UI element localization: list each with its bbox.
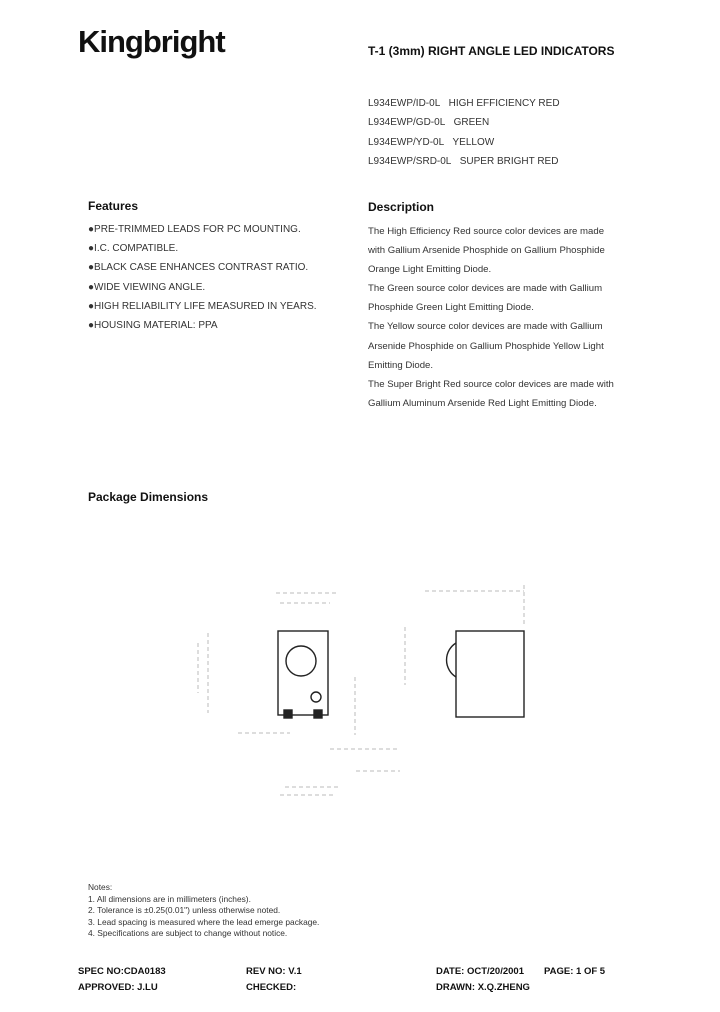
description-line: Arsenide Phosphide on Gallium Phosphide Yellow Light: [368, 340, 604, 352]
part-color: GREEN: [453, 117, 490, 129]
note-item: 3. Lead spacing is measured where the lead emerge package.: [88, 916, 320, 927]
dimension-lines: [198, 585, 524, 795]
lead-right: [314, 710, 322, 718]
led-lens-circle: [286, 646, 316, 676]
approved-by: APPROVED: J.LU: [78, 982, 158, 993]
description-line: Orange Light Emitting Diode.: [368, 264, 492, 276]
part-row: [368, 113, 560, 132]
description-line: with Gallium Arsenide Phosphide on Gallium Phosphide: [368, 245, 605, 257]
description-line: The Yellow source color devices are made with Gallium: [368, 321, 603, 333]
package-dimensions-drawing: [180, 565, 560, 810]
description-line: The Super Bright Red source color devices are made with: [368, 378, 614, 390]
drawn-by: DRAWN: X.Q.ZHENG: [436, 982, 530, 993]
note-item: 4. Specifications are subject to change without notice.: [88, 928, 288, 938]
spec-number: SPEC NO:CDA0183: [78, 966, 166, 977]
feature-item: ●WIDE VIEWING ANGLE.: [88, 281, 206, 293]
lead-left: [284, 710, 292, 718]
part-number: L934EWP/YD-0L: [368, 136, 445, 148]
part-row: [368, 94, 560, 113]
features-heading: Features: [88, 199, 139, 213]
front-view: [278, 631, 328, 718]
notes-block: [88, 882, 319, 940]
description-heading: Description: [368, 200, 435, 214]
notes-heading: Notes:: [88, 882, 113, 892]
feature-item: ●HOUSING MATERIAL: PPA: [88, 320, 218, 332]
document-date: DATE: OCT/20/2001: [436, 966, 524, 977]
led-body-side: [456, 631, 524, 717]
features-list: [88, 220, 317, 335]
part-color: HIGH EFFICIENCY RED: [448, 98, 560, 109]
feature-item: ●I.C. COMPATIBLE.: [88, 243, 179, 255]
feature-item: ●PRE-TRIMMED LEADS FOR PC MOUNTING.: [88, 224, 301, 235]
part-color: SUPER BRIGHT RED: [459, 155, 559, 167]
part-row: [368, 133, 560, 152]
checked-by: CHECKED:: [246, 982, 297, 993]
kingbright-logo: Kingbright: [78, 24, 225, 59]
led-body-front: [278, 631, 328, 715]
note-item: 1. All dimensions are in millimeters (inches).: [88, 893, 251, 904]
description-line: Gallium Aluminum Arsenide Red Light Emitting Diode.: [368, 397, 597, 409]
part-number: L934EWP/SRD-0L: [368, 155, 452, 167]
part-number-list: [368, 94, 560, 171]
note-item: 2. Tolerance is ±0.25(0.01") unless otherwise noted.: [88, 905, 281, 915]
description-line: Phosphide Green Light Emitting Diode.: [368, 302, 534, 314]
document-title: T-1 (3mm) RIGHT ANGLE LED INDICATORS: [368, 44, 615, 58]
part-number: L934EWP/ID-0L: [368, 98, 441, 109]
description-line: The High Efficiency Red source color devices are made: [368, 226, 605, 237]
description-text: [368, 222, 630, 413]
part-color: YELLOW: [452, 136, 495, 148]
feature-item: ●HIGH RELIABILITY LIFE MEASURED IN YEARS.: [88, 300, 317, 312]
part-row: [368, 152, 560, 171]
led-dome-side: [447, 643, 456, 677]
part-number: L934EWP/GD-0L: [368, 117, 446, 129]
page-number: PAGE: 1 OF 5: [544, 966, 606, 977]
description-line: Emitting Diode.: [368, 359, 434, 371]
mounting-hole: [311, 692, 321, 702]
description-line: The Green source color devices are made with Gallium: [368, 283, 603, 295]
feature-item: ●BLACK CASE ENHANCES CONTRAST RATIO.: [88, 262, 309, 274]
revision-number: REV NO: V.1: [246, 966, 302, 977]
package-dimensions-heading: Package Dimensions: [88, 490, 209, 504]
side-view: [447, 631, 524, 717]
